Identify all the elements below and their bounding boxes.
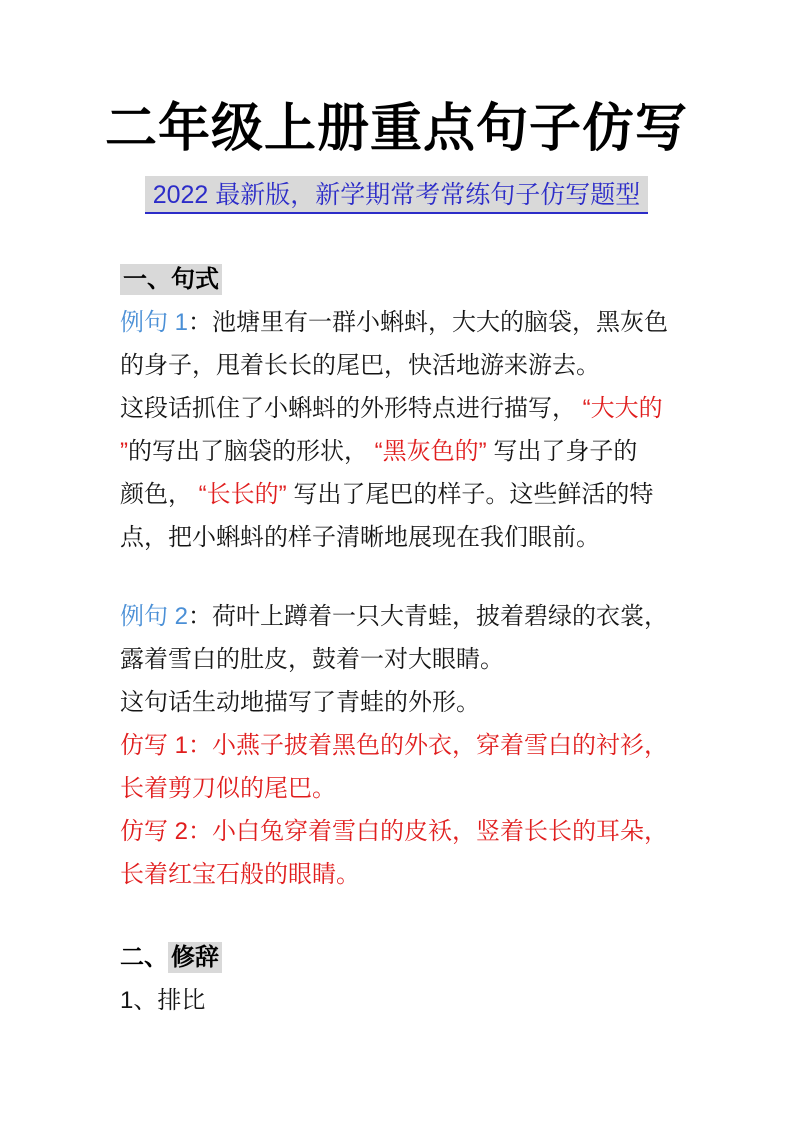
- analysis-1-line-2-black-1: 的写出了脑袋的形状，: [128, 438, 368, 465]
- analysis-1-line-2-red: “黑灰色的”: [368, 438, 487, 465]
- blank-line: [120, 559, 683, 595]
- subtitle-row: [0, 176, 793, 214]
- imitation-2-line-1: 仿写 2：小白兔穿着雪白的皮袄，竖着长长的耳朵，: [120, 818, 669, 845]
- imitation-2-line-2: 长着红宝石般的眼睛。: [120, 861, 360, 888]
- example-2-line-2: 露着雪白的肚皮，鼓着一对大眼睛。: [120, 646, 504, 673]
- analysis-1-line-1: [120, 387, 683, 430]
- section-2-heading-prefix: 二、: [120, 944, 168, 971]
- imitation-1-line-1: 仿写 1：小燕子披着黑色的外衣，穿着雪白的衬衫，: [120, 732, 669, 759]
- analysis-1-line-2-black-2: 写出了身子的: [486, 438, 638, 465]
- example-2-paragraph: [120, 595, 683, 724]
- blank-line: [120, 896, 683, 936]
- section-2-heading-text: 修辞: [168, 942, 222, 973]
- example-1-line-1-text: ：池塘里有一群小蝌蚪，大大的脑袋，黑灰色: [188, 309, 669, 336]
- page-subtitle: 2022 最新版，新学期常考常练句子仿写题型: [145, 176, 649, 214]
- analysis-1-line-3: [120, 473, 683, 516]
- section-1-heading: [120, 258, 683, 301]
- section-2-item-1: 1、排比: [120, 987, 206, 1014]
- document-body: [120, 258, 683, 1022]
- example-2-line-3: 这句话生动地描写了青蛙的外形。: [120, 689, 480, 716]
- analysis-1-line-4: 点，把小蝌蚪的样子清晰地展现在我们眼前。: [120, 524, 600, 551]
- example-1-label: 例句 1: [120, 309, 189, 336]
- section-1-heading-text: 一、句式: [120, 264, 222, 295]
- analysis-1-line-3-black-2: 写出了尾巴的样子。这些鲜活的特: [286, 481, 654, 508]
- analysis-1-line-1-red: “大大的: [576, 395, 663, 422]
- imitation-paragraph: [120, 724, 683, 896]
- example-2-line-1-text: ：荷叶上蹲着一只大青蛙，披着碧绿的衣裳，: [188, 603, 669, 630]
- analysis-1-line-3-black-1: 颜色，: [120, 481, 192, 508]
- analysis-1-line-2: [120, 430, 683, 473]
- example-2-label: 例句 2: [120, 603, 189, 630]
- imitation-1-line-2: 长着剪刀似的尾巴。: [120, 775, 336, 802]
- page-title: 二年级上册重点句子仿写: [104, 100, 688, 158]
- analysis-1-line-3-red: “长长的”: [192, 481, 287, 508]
- analysis-1-paragraph: [120, 387, 683, 559]
- section-2: [120, 936, 683, 1022]
- example-1-line-2: 的身子，甩着长长的尾巴，快活地游来游去。: [120, 352, 600, 379]
- example-1-line-1: [120, 301, 683, 344]
- example-2-line-1: [120, 595, 683, 638]
- analysis-1-line-2-red-quote: ”: [120, 438, 128, 465]
- section-2-heading: [120, 936, 683, 979]
- example-1-paragraph: [120, 301, 683, 387]
- analysis-1-line-1-black: 这段话抓住了小蝌蚪的外形特点进行描写，: [120, 395, 576, 422]
